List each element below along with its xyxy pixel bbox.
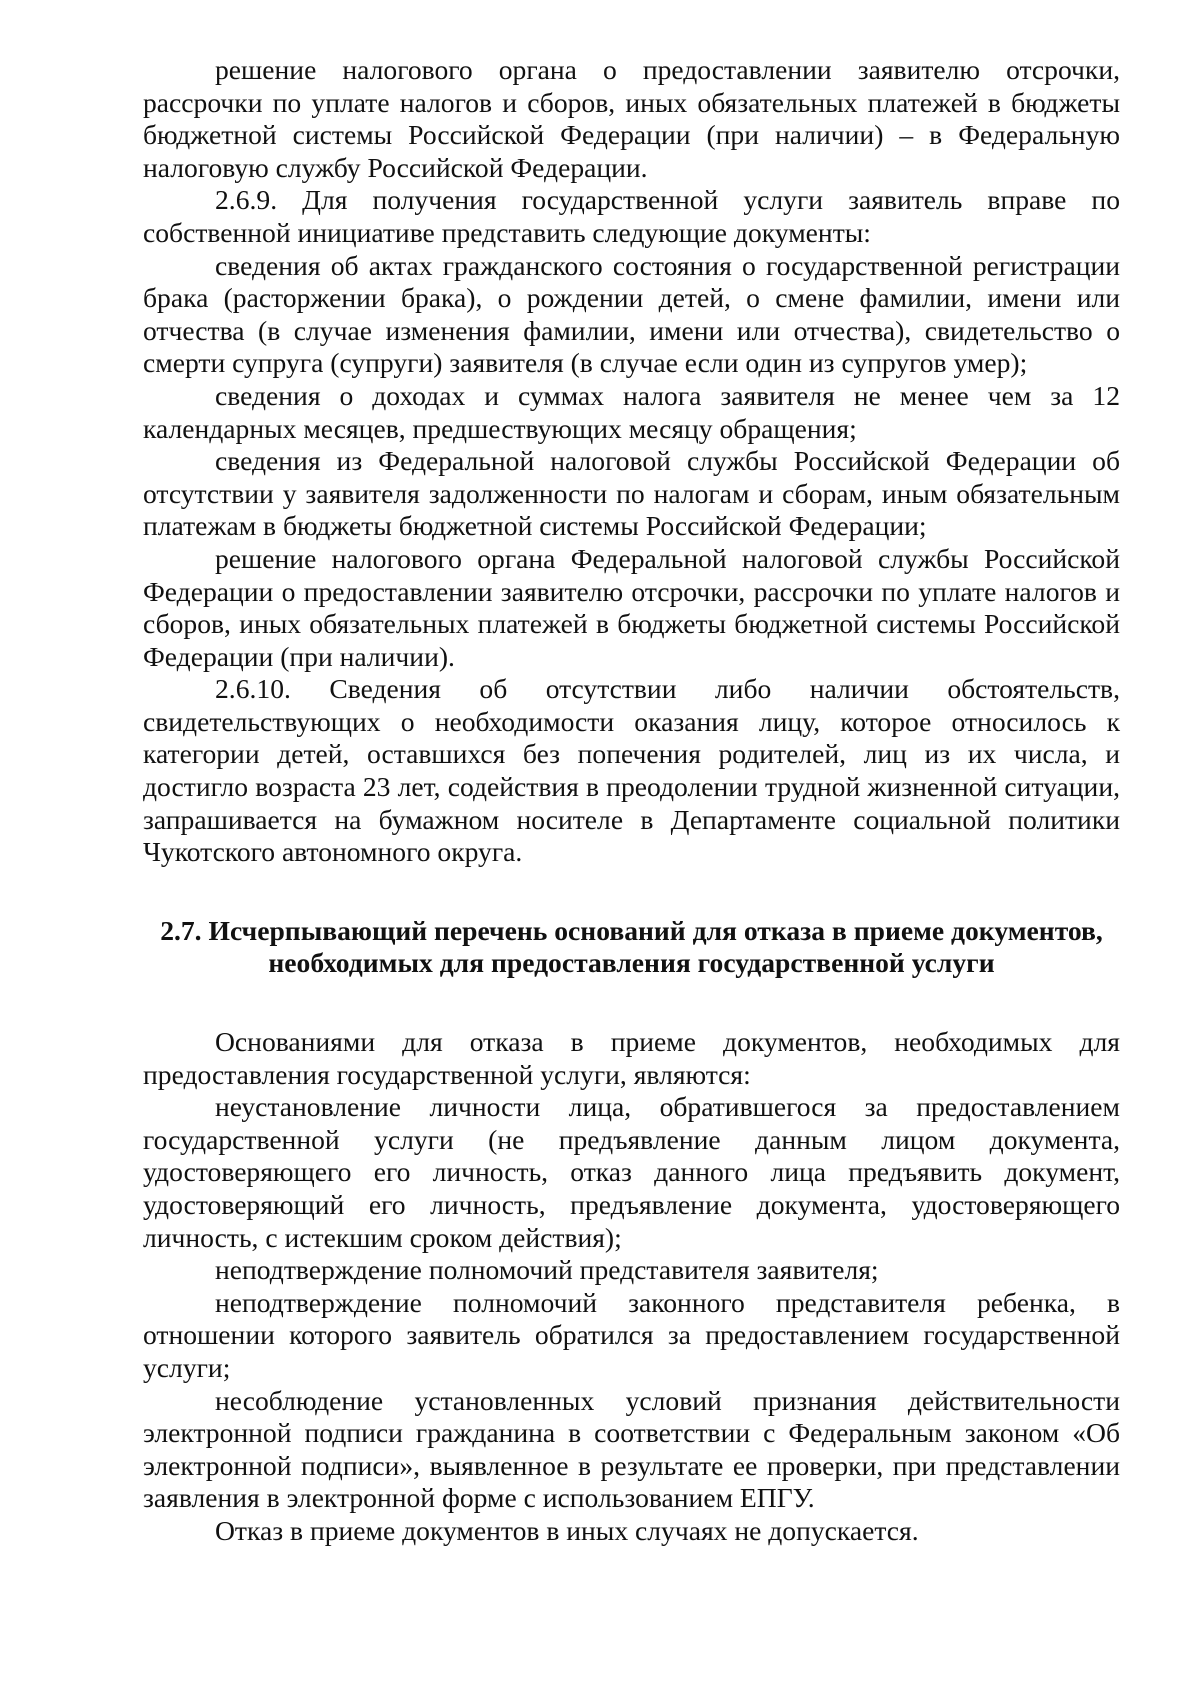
paragraph-electronic-signature: несоблюдение установленных условий признания действительности электронной подписи гражданина в соответствии с Федеральным законом «Об электронной подписи», выявленное в результате ее проверки, при представлении заявления в электронной форме с использованием ЕПГУ. xyxy=(143,1384,1120,1514)
paragraph-identity-not-established: неустановление личности лица, обратившегося за предоставлением государственной услуги (не предъявление данным лицом документа, удостоверяющего его личность, отказ данного лица предъявить документ, удостоверяющий его личность, предъявление документа, удостоверяющего личность, с истекшим сроком действия); xyxy=(143,1091,1120,1253)
section-heading-line-2: необходимых для предоставления государственной услуги xyxy=(268,947,995,979)
paragraph-no-other-refusals: Отказ в приеме документов в иных случаях не допускается. xyxy=(215,1514,919,1546)
paragraph-2-6-9: 2.6.9. Для получения государственной услуги заявитель вправе по собственной инициативе представить следующие документы: xyxy=(143,184,1120,248)
paragraph-civil-status-records: сведения об актах гражданского состояния о государственной регистрации брака (расторжении брака), о рождении детей, о смене фамилии, имени или отчества (в случае изменения фамилии, имени или отчества), свидетельство о смерти супруга (супруги) заявителя (в случае если один из супругов умер); xyxy=(143,249,1120,379)
paragraph-tax-decision-fns: решение налогового органа о предоставлении заявителю отсрочки, рассрочки по уплате налогов и сборов, иных обязательных платежей в бюджеты бюджетной системы Российской Федерации (при наличии) – в Федеральную налоговую службу Российской Федерации. xyxy=(143,54,1120,183)
paragraph-income-info: сведения о доходах и суммах налога заявителя не менее чем за 12 календарных месяцев, предшествующих месяцу обращения; xyxy=(143,379,1120,444)
paragraph-2-6-10: 2.6.10. Сведения об отсутствии либо наличии обстоятельств, свидетельствующих о необходимости оказания лицу, которое относилось к категории детей, оставшихся без попечения родителей, лиц из их числа, и достигло возраста 23 лет, содействия в преодолении трудной жизненной ситуации, запрашивается на бумажном носителе в Департаменте социальной политики Чукотского автономного округа. xyxy=(143,673,1120,868)
paragraph-representative-not-confirmed: неподтверждение полномочий представителя заявителя; xyxy=(215,1254,879,1286)
section-2-7-body xyxy=(143,1026,1120,1548)
section-heading-2-7 xyxy=(143,915,1120,980)
paragraph-legal-representative-not-confirmed: неподтверждение полномочий законного представителя ребенка, в отношении которого заявитель обратился за предоставлением государственной услуги; xyxy=(143,1286,1120,1383)
section-heading-line-1: 2.7. Исчерпывающий перечень оснований для отказа в приеме документов, xyxy=(160,914,1103,946)
paragraph-tax-deferral-decision: решение налогового органа Федеральной налоговой службы Российской Федерации о предоставлении заявителю отсрочки, рассрочки по уплате налогов и сборов, иных обязательных платежей в бюджеты бюджетной системы Российской Федерации (при наличии). xyxy=(143,542,1120,672)
document-page xyxy=(143,54,1120,1548)
paragraph-no-debt-info: сведения из Федеральной налоговой службы Российской Федерации об отсутствии у заявителя задолженности по налогам и сборам, иным обязательным платежам в бюджеты бюджетной системы Российской Федерации; xyxy=(143,445,1120,542)
paragraph-refusal-grounds-intro: Основаниями для отказа в приеме документов, необходимых для предоставления государственной услуги, являются: xyxy=(143,1026,1120,1090)
